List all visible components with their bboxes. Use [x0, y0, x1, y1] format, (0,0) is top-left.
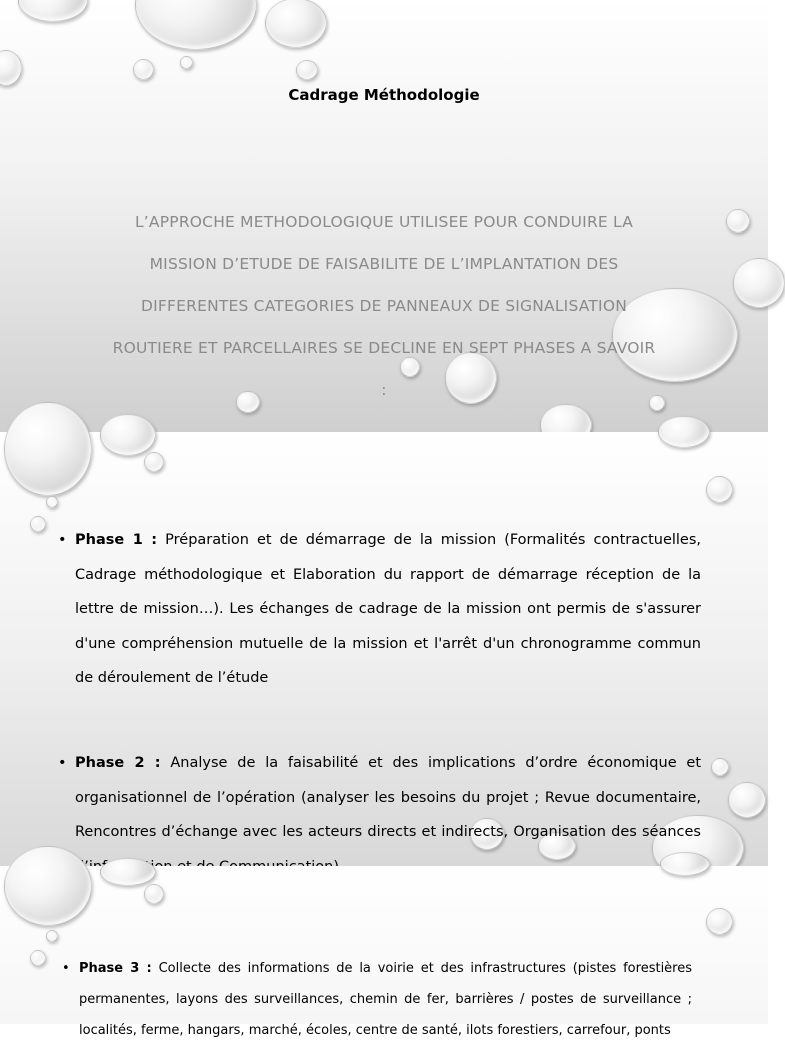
water-drop-decoration	[180, 56, 193, 69]
water-drop-decoration	[660, 852, 710, 876]
water-drop-decoration	[733, 258, 785, 308]
water-drop-decoration	[728, 782, 766, 818]
water-drop-decoration	[100, 858, 156, 886]
water-drop-decoration	[18, 0, 88, 22]
water-drop-decoration	[30, 516, 46, 532]
water-drop-decoration	[100, 414, 156, 456]
water-drop-decoration	[706, 476, 733, 503]
water-drop-decoration	[144, 452, 164, 472]
water-drop-decoration	[265, 0, 327, 48]
water-drop-decoration	[726, 209, 750, 233]
list-item	[58, 523, 701, 696]
slide-phases-1-2	[0, 432, 768, 866]
phase-label: Phase 1 :	[75, 532, 158, 548]
phase-list	[58, 523, 701, 884]
water-drop-decoration	[4, 402, 92, 496]
water-drop-decoration	[0, 50, 22, 86]
slide-phase-3	[0, 866, 768, 1038]
water-drop-decoration	[144, 884, 164, 904]
water-drop-decoration	[46, 930, 58, 942]
water-drop-decoration	[46, 496, 58, 508]
water-drop-decoration	[658, 416, 710, 448]
slide-title	[0, 0, 768, 432]
water-drop-decoration	[30, 950, 46, 966]
phase-text: Préparation et de démarrage de la mission (Formalités contractuelles, Cadrage méthodologique et Elaboration du rapport de démarrage réception de la lettre de mission…). Les échanges de cadrage de la mission ont permis de s'assurer d'une compréhension mutuelle de la mission et l'arrêt d'un chronogramme commun de déroulement de l’étude	[75, 532, 702, 687]
phase-text: Collecte des informations de la voirie et des infrastructures (pistes forestières permanentes, layons des surveillances, chemin de fer, barrières / postes de surveillance ; localités, ferme, hangars, marché, écoles, centre de santé, ilots forestiers, carrefour, ponts	[79, 961, 693, 1038]
list-item	[58, 746, 701, 884]
water-drop-decoration	[133, 59, 154, 80]
list-item	[62, 953, 692, 1046]
phase-label: Phase 2 :	[75, 754, 161, 771]
water-drop-decoration	[296, 60, 318, 80]
phase-label: Phase 3 :	[79, 961, 152, 976]
water-drop-decoration	[706, 908, 733, 935]
slide-subtitle: L’APPROCHE METHODOLOGIQUE UTILISEE POUR CONDUIRE LA MISSION D’ETUDE DE FAISABILITE DE L’IMPLANTATION DES DIFFERENTES CATEGORIES DE PANNEAUX DE SIGNALISATION ROUTIERE ET PARCELLAIRES SE DECLINE EN SEPT PHASES A SAVOIR :	[112, 213, 656, 399]
water-drop-decoration	[4, 846, 92, 926]
water-drop-decoration	[711, 758, 729, 776]
phase-text: Analyse de la faisabilité et des implications d’ordre économique et organisationnel de l’opération (analyser les besoins du projet ; Revue documentaire, Rencontres d’échange avec les acteurs directs et indirects, Organisation des séances	[75, 754, 702, 841]
phase-list	[62, 953, 692, 1046]
water-drop-decoration	[135, 0, 257, 50]
slide-title-text: Cadrage Méthodologie	[288, 86, 480, 104]
